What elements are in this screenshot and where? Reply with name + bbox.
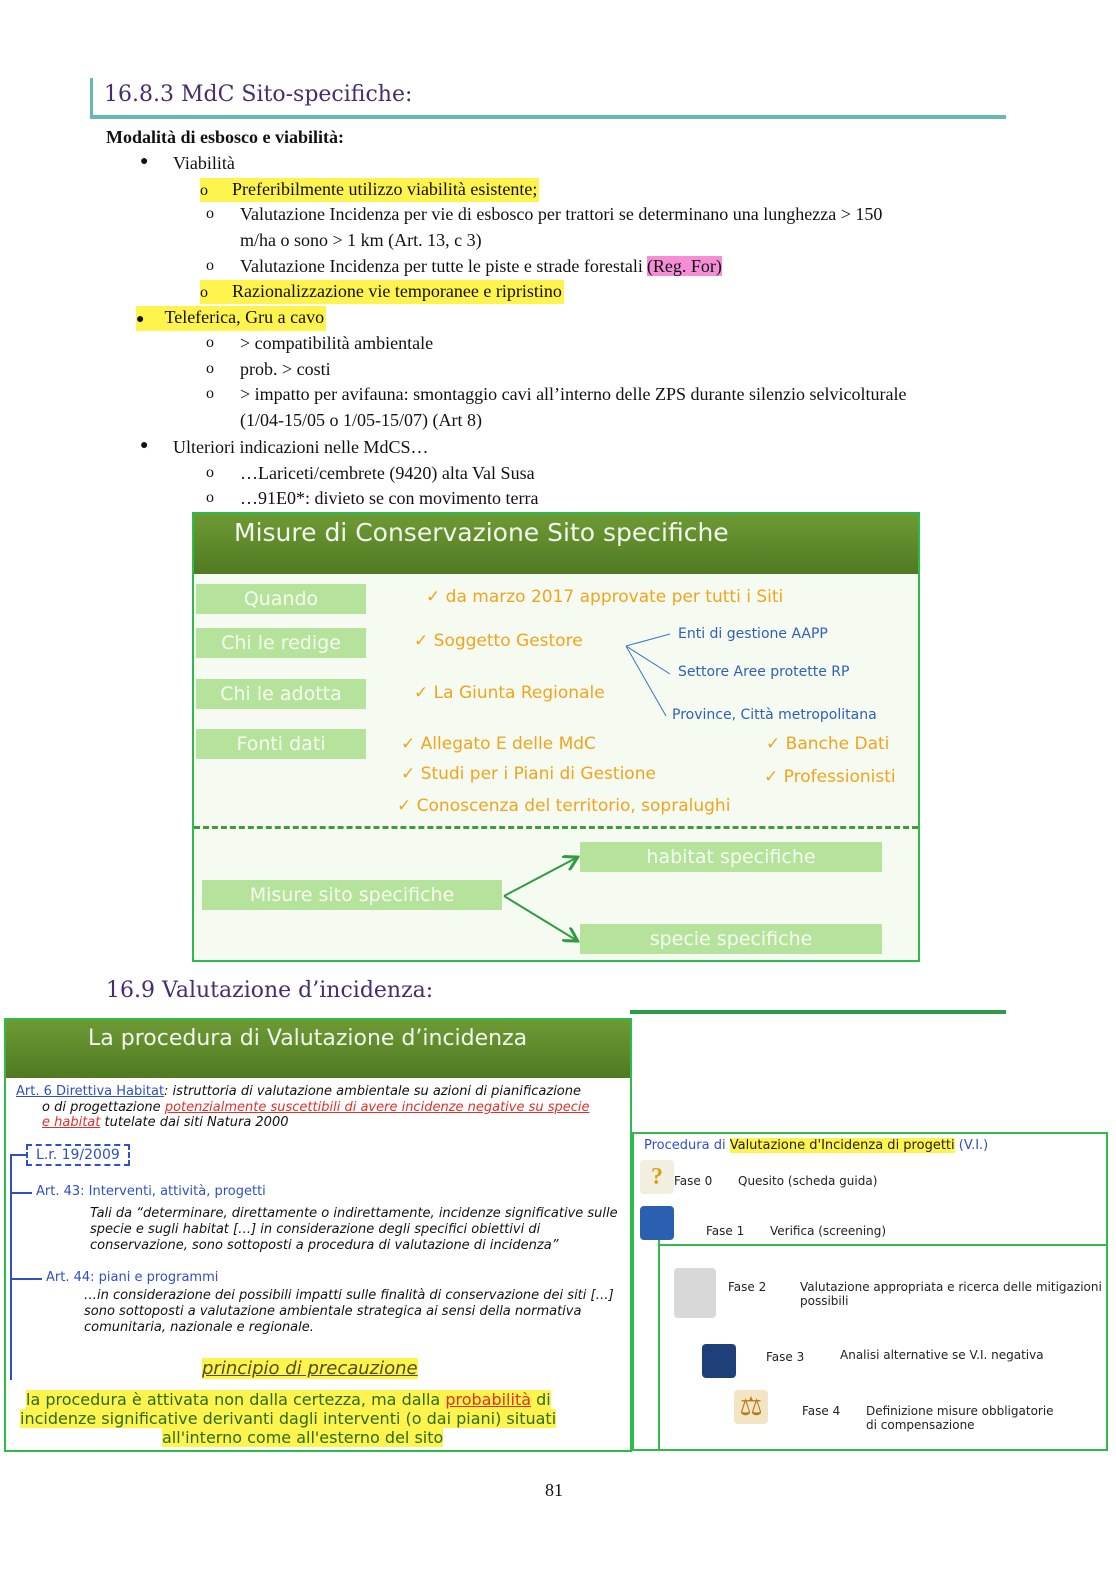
item-text: Razionalizzazione vie temporanee e ripristino (232, 281, 562, 301)
misure-box: Misure sito specifiche (202, 880, 502, 910)
fonte-value: Allegato E delle MdC (420, 734, 596, 754)
art43-quote: Tali da “determinare, direttamente o indirettamente, incidenze significative sulle (90, 1206, 618, 1221)
section-rule (630, 1010, 1006, 1014)
lightbulb-icon (702, 1344, 736, 1378)
habitat-box: habitat specifiche (580, 842, 882, 872)
title-highlight: Valutazione d'Incidenza di progetti (729, 1138, 955, 1153)
item-text-cont: m/ha o sono > 1 km (Art. 13, c 3) (240, 230, 482, 250)
check-icon: ✓ (397, 796, 417, 816)
tree-line (10, 1154, 12, 1380)
redige-text (414, 631, 583, 651)
circle-marker: o (206, 334, 214, 351)
procedura-line: incidenze significative derivanti dagli interventi (o dai piani) situati (20, 1409, 557, 1428)
circle-marker: o (206, 489, 214, 506)
highlighted-item (200, 280, 564, 304)
art44-heading: Art. 44: piani e programmi (46, 1270, 219, 1285)
fonte-item (401, 734, 596, 754)
check-icon: ✓ (426, 587, 446, 607)
fase-desc: di compensazione (866, 1418, 975, 1432)
circle-marker: o (200, 284, 208, 301)
hand-icon (674, 1268, 716, 1318)
procedura-text: di (536, 1390, 551, 1409)
fase-desc: Quesito (scheda guida) (738, 1174, 878, 1188)
art6-red: e habitat (42, 1115, 101, 1130)
art44-quote: …in considerazione dei possibili impatti sulle finalità di conservazione dei siti […] (84, 1288, 614, 1303)
circle-marker: o (200, 182, 208, 199)
circle-marker: o (206, 257, 214, 274)
fase-label: Fase 2 (728, 1280, 767, 1294)
fonte-item (766, 734, 889, 754)
question-icon: ? (640, 1160, 674, 1194)
ente-item: Province, Città metropolitana (672, 707, 877, 723)
tree-line (10, 1278, 42, 1280)
fase-label: Fase 0 (674, 1174, 713, 1188)
art6-line3 (42, 1115, 289, 1130)
check-icon: ✓ (401, 734, 421, 754)
ente-item: Enti di gestione AAPP (678, 626, 828, 642)
adotta-text (414, 683, 605, 703)
reg-for-highlight: (Reg. For) (646, 256, 722, 276)
art6-link[interactable]: Art. 6 Direttiva Habitat (16, 1084, 165, 1099)
screening-icon (640, 1206, 674, 1240)
section-subtitle: Modalità di esbosco e viabilità: (106, 127, 344, 147)
circle-marker: o (206, 205, 214, 222)
label-quando: Quando (196, 584, 366, 614)
art6-line1 (16, 1084, 581, 1099)
branch-arrows (500, 852, 584, 948)
dashed-divider (194, 826, 918, 829)
art6-text: tutelate dai siti Natura 2000 (104, 1115, 289, 1130)
circle-marker: o (206, 464, 214, 481)
slide-title: La procedura di Valutazione d’incidenza (88, 1026, 528, 1051)
fase-label: Fase 4 (802, 1404, 841, 1418)
item-text: …Lariceti/cembrete (9420) alta Val Susa (240, 463, 535, 483)
highlighted-bullet (136, 306, 326, 331)
fonte-item (401, 764, 656, 784)
circle-marker: o (206, 360, 214, 377)
fase-divider (658, 1244, 1106, 1246)
section-rule (90, 115, 1006, 119)
item-text: > compatibilità ambientale (240, 333, 434, 353)
label-fonti-dati: Fonti dati (196, 729, 366, 759)
item-text: Valutazione Incidenza per tutte le piste e strade forestali (240, 256, 643, 276)
procedura-line (26, 1390, 551, 1409)
bullet-dot: ● (136, 312, 145, 327)
bullet-text: Viabilità (173, 153, 235, 173)
page-number: 81 (545, 1480, 563, 1500)
quando-value: da marzo 2017 approvate per tutti i Siti (445, 587, 784, 607)
item-text: > impatto per avifauna: smontaggio cavi all’interno delle ZPS durante silenzio selvicolturale (240, 384, 907, 404)
fonte-value: Studi per i Piani di Gestione (420, 764, 656, 784)
bullet-dot: ● (140, 438, 149, 453)
art44-quote: comunitaria, nazionale e regionale. (84, 1320, 314, 1335)
procedura-line: all'interno come all'esterno del sito (162, 1428, 444, 1447)
item-text: prob. > costi (240, 359, 331, 379)
title-part: (V.I.) (958, 1138, 989, 1153)
adotta-value: La Giunta Regionale (433, 683, 605, 703)
bullet-text: Teleferica, Gru a cavo (164, 307, 325, 327)
bullet-text: Ulteriori indicazioni nelle MdCS… (173, 437, 429, 457)
tree-line (10, 1154, 26, 1156)
item-text-cont: (1/04-15/05 o 1/05-15/07) (Art 8) (240, 410, 482, 430)
fase-label: Fase 1 (706, 1224, 745, 1238)
art44-quote: sono sottoposti a valutazione ambientale strategica ai sensi della normativa (84, 1304, 582, 1319)
art6-red: potenzialmente suscettibili di avere incidenze negative su specie (164, 1100, 590, 1115)
item-text (240, 255, 722, 277)
art6-line2 (42, 1100, 590, 1115)
fase-desc: Valutazione appropriata e ricerca delle mitigazioni (800, 1280, 1102, 1294)
check-icon: ✓ (764, 767, 784, 787)
fase-desc: Analisi alternative se V.I. negativa (840, 1348, 1044, 1362)
art43-quote: conservazione, sono sottoposti a procedura di valutazione di incidenza” (90, 1238, 559, 1253)
redige-value: Soggetto Gestore (433, 631, 583, 651)
check-icon: ✓ (766, 734, 786, 754)
slide-fasi-vi (632, 1132, 1108, 1451)
art6-text: o di progettazione (42, 1100, 161, 1115)
fase-desc: possibili (800, 1294, 849, 1308)
label-chi-adotta: Chi le adotta (196, 679, 366, 709)
art43-quote: specie e sugli habitat […] in considerazione degli specifici obiettivi di (90, 1222, 541, 1237)
fase-divider (658, 1212, 660, 1449)
art6-text: : istruttoria di valutazione ambientale su azioni di pianificazione (164, 1084, 581, 1099)
slide3-title (644, 1138, 988, 1153)
fonte-value: Professionisti (783, 767, 896, 787)
fonte-value: Banche Dati (785, 734, 890, 754)
label-chi-redige: Chi le redige (196, 628, 366, 658)
item-text: Valutazione Incidenza per vie di esbosco per trattori se determinano una lunghezza > 150 (240, 204, 883, 224)
section-title: 16.8.3 MdC Sito-specifiche: (104, 82, 413, 107)
procedura-text: la procedura è attivata non dalla certezza, ma dalla (26, 1390, 441, 1409)
tree-line (10, 1192, 32, 1194)
slide-misure-conservazione (192, 512, 920, 962)
fonte-value: Conoscenza del territorio, sopralughi (416, 796, 731, 816)
slide-title: Misure di Conservazione Sito specifiche (234, 518, 729, 547)
quando-text (426, 587, 783, 607)
fonte-item (397, 796, 730, 816)
title-part: Procedura di (644, 1138, 726, 1153)
fonte-item (764, 767, 896, 787)
probabilita-text: probabilità (445, 1390, 532, 1409)
highlighted-item (200, 178, 539, 202)
fase-desc: Definizione misure obbligatorie (866, 1404, 1054, 1418)
check-icon: ✓ (414, 683, 434, 703)
circle-marker: o (206, 385, 214, 402)
fase-label: Fase 3 (766, 1350, 805, 1364)
specie-box: specie specifiche (580, 924, 882, 954)
principio-heading: principio di precauzione (202, 1358, 418, 1379)
ente-item: Settore Aree protette RP (678, 664, 850, 680)
art43-heading: Art. 43: Interventi, attività, progetti (36, 1184, 266, 1199)
fase-desc: Verifica (screening) (770, 1224, 887, 1238)
item-text: …91E0*: divieto se con movimento terra (240, 488, 539, 508)
item-text: Preferibilmente utilizzo viabilità esistente; (232, 179, 538, 199)
check-icon: ✓ (414, 631, 434, 651)
section-bar (90, 78, 93, 118)
section-title: 16.9 Valutazione d’incidenza: (106, 978, 434, 1003)
check-icon: ✓ (401, 764, 421, 784)
lr-box: L.r. 19/2009 (26, 1144, 130, 1166)
bullet-dot: ● (140, 154, 149, 169)
scales-icon: ⚖ (734, 1390, 768, 1424)
slide-procedura-vi (4, 1018, 632, 1452)
connector-lines (614, 624, 684, 724)
